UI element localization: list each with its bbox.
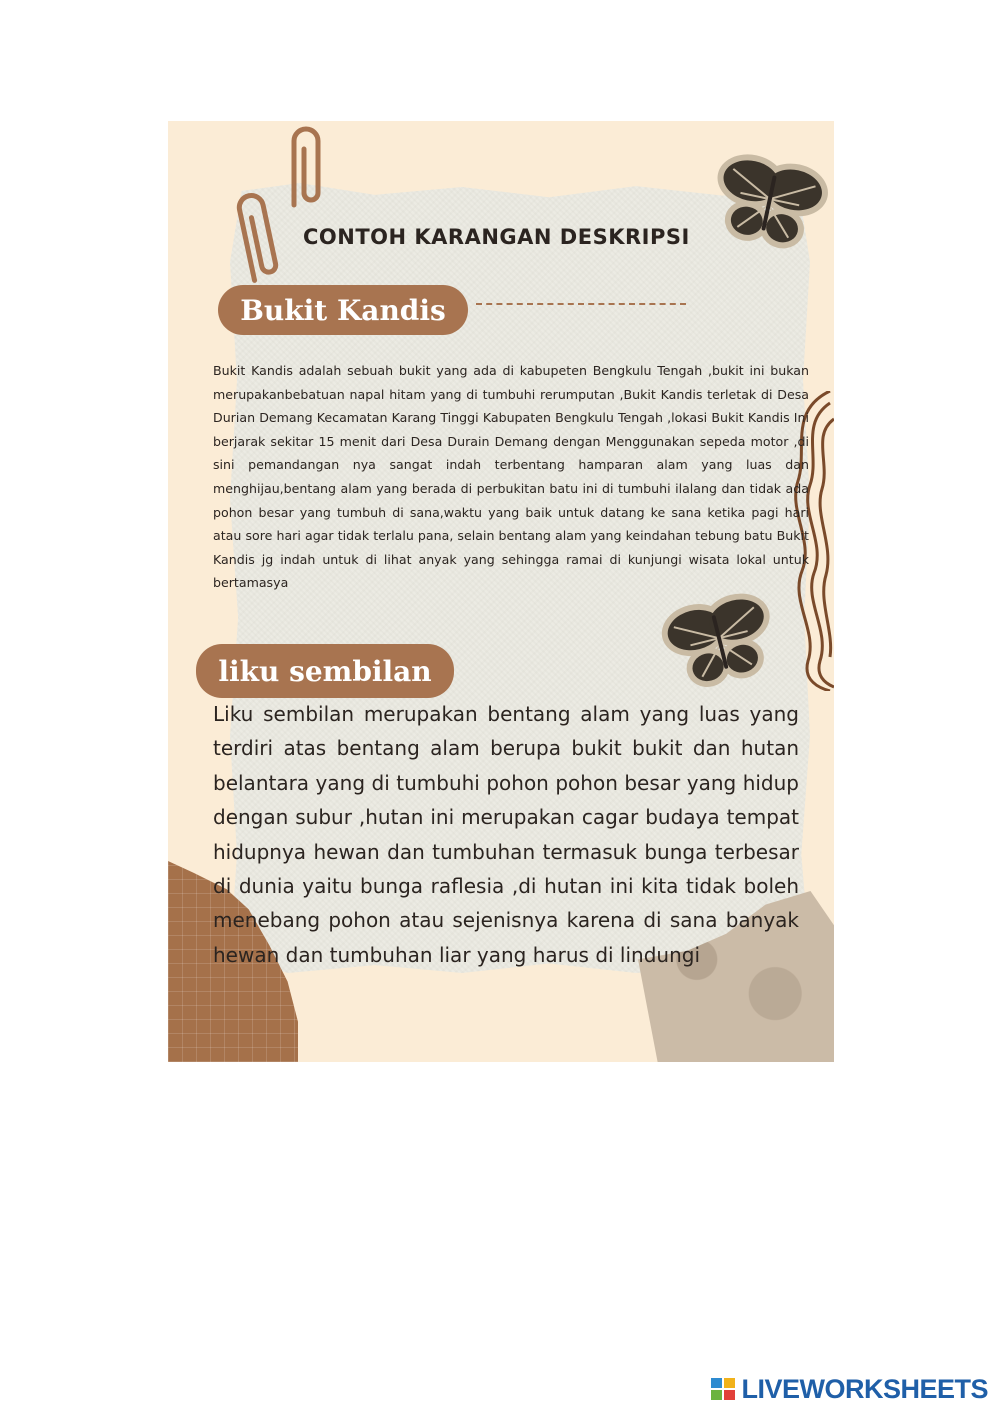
worksheet-card [168,121,834,1062]
butterfly-icon [660,589,780,695]
liveworksheets-brand[interactable] [711,1374,988,1404]
paperclip-icon [280,123,330,213]
liveworksheets-logo-icon [711,1378,737,1400]
brand-name: LIVEWORKSHEETS [741,1373,988,1404]
butterfly-icon [708,149,830,257]
section-title-liku-sembilan: liku sembilan [196,644,454,698]
paragraph-bukit-kandis: Bukit Kandis adalah sebuah bukit yang ada di kabupeten Bengkulu Tengah ,bukit ini bukan merupakanbebatuan napal hitam yang di tumbuhi rerumputan ,Bukit Kandis terletak di Desa Durian Demang Kecamatan Karang Tinggi Kabupaten Bengkulu Tengah ,lokasi Bukit Kandis Ini berjarak sekitar 15 menit dari Desa Durain Demang dengan Menggunakan sepeda motor ,di sini pemandangan nya sangat indah terbentang hamparan alam yang luas dan menghijau,bentang alam yang berada di perbukitan batu ini di tumbuhi ilalang dan tidak ada pohon besar yang tumbuh di sana,waktu yang baik untuk datang ke sana ketika pagi hari atau sore hari agar tidak terlalu pana, selain bentang alam yang keindahan tebung batu Bukit Kandis jg indah untuk di lihat anyak yang sehingga ramai di kunjungi wisata lokal untuk bertamasya [213,363,809,591]
page-title: CONTOH KARANGAN DESKRIPSI [303,225,690,249]
section-title-bukit-kandis: Bukit Kandis [218,285,468,335]
paragraph-liku-sembilan: Liku sembilan merupakan bentang alam yang luas yang terdiri atas bentang alam berupa bukit bukit dan hutan belantara yang di tumbuhi pohon pohon besar yang hidup dengan subur ,hutan ini merupakan cagar budaya tempat hidupnya hewan dan tumbuhan termasuk bunga terbesar di dunia yaitu bunga raflesia ,di hutan ini kita tidak boleh menebang pohon atau sejenisnya karena di sana banyak hewan dan tumbuhan liar yang harus di lindungi [213,702,799,967]
dashed-divider [476,303,686,305]
